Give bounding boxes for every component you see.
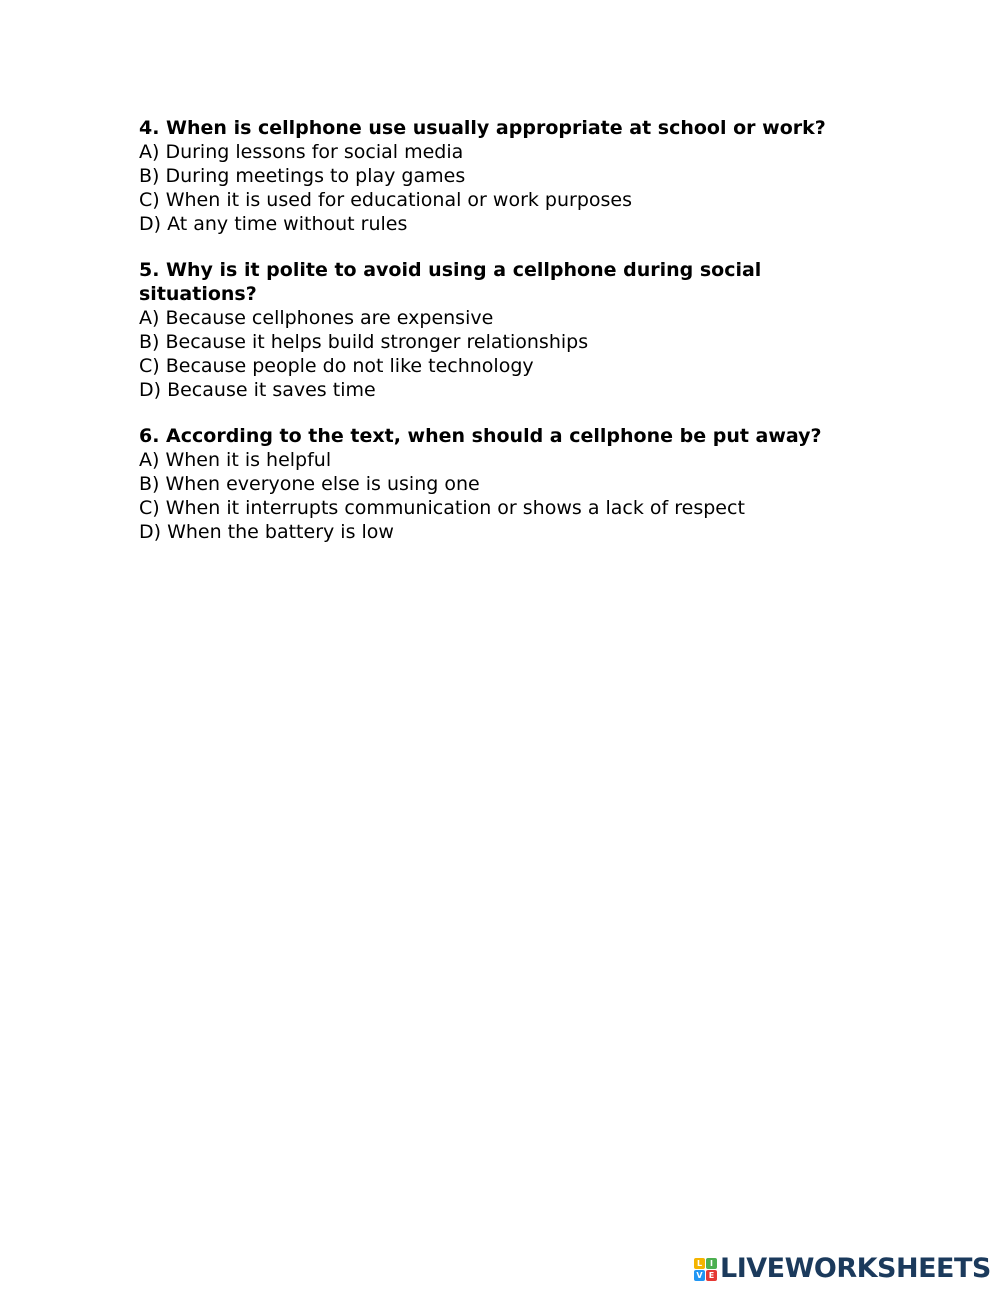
question-text: 6. According to the text, when should a cellphone be put away? (139, 425, 822, 447)
answer-option-c: C) When it is used for educational or work purposes (139, 189, 633, 211)
logo-mark-tile: V (694, 1270, 705, 1281)
answer-option-d: D) At any time without rules (139, 213, 408, 235)
logo-wordmark: LIVEWORKSHEETS (720, 1253, 991, 1284)
logo-mark-tile: I (706, 1258, 717, 1269)
answer-option-c: C) When it interrupts communication or shows a lack of respect (139, 497, 745, 519)
question-text-line2: situations? (139, 283, 257, 305)
question-5 (139, 258, 859, 402)
quiz-questions (139, 116, 859, 566)
question-4 (139, 116, 859, 236)
question-6 (139, 424, 859, 544)
answer-option-d: D) When the battery is low (139, 521, 394, 543)
logo-mark-tile: L (694, 1258, 705, 1269)
answer-option-c: C) Because people do not like technology (139, 355, 534, 377)
answer-option-b: B) Because it helps build stronger relationships (139, 331, 589, 353)
answer-option-a: A) During lessons for social media (139, 141, 464, 163)
liveworksheets-logo-icon (694, 1258, 717, 1281)
question-text: 4. When is cellphone use usually appropriate at school or work? (139, 117, 826, 139)
liveworksheets-logo (694, 1254, 991, 1284)
answer-option-a: A) Because cellphones are expensive (139, 307, 494, 329)
logo-mark-tile: E (706, 1270, 717, 1281)
answer-option-b: B) During meetings to play games (139, 165, 466, 187)
answer-option-d: D) Because it saves time (139, 379, 376, 401)
question-text-line1: 5. Why is it polite to avoid using a cellphone during social (139, 259, 762, 281)
answer-option-b: B) When everyone else is using one (139, 473, 480, 495)
answer-option-a: A) When it is helpful (139, 449, 332, 471)
